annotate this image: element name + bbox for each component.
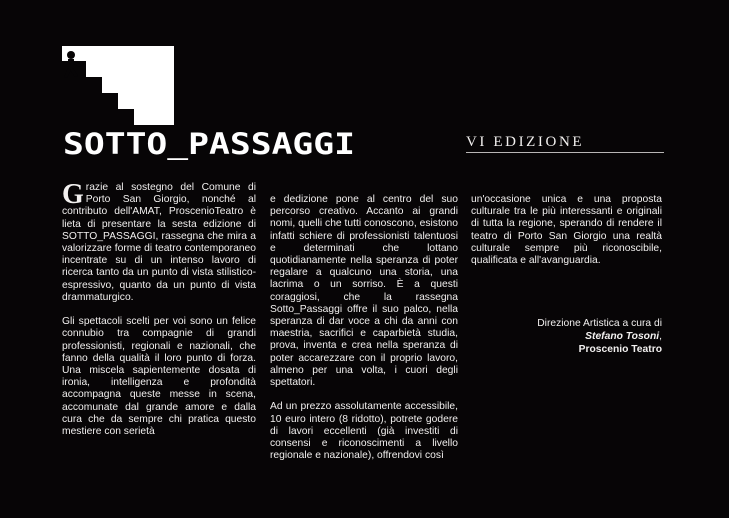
drop-cap: G bbox=[62, 179, 84, 210]
credit-director-name: Stefano Tosoni bbox=[585, 330, 660, 342]
sotto-passaggi-logo bbox=[62, 46, 357, 160]
intro-column bbox=[62, 179, 256, 438]
logo-wordmark: SOTTO_PASSAGGI bbox=[63, 127, 355, 160]
credit-line: Direzione Artistica a cura di bbox=[537, 318, 662, 329]
right-column bbox=[471, 194, 662, 267]
edition-divider bbox=[466, 152, 664, 153]
credit-director-line bbox=[537, 331, 662, 344]
intro-paragraph-2: Gli spettacoli scelti per voi sono un felice connubio tra compagnie di grandi professionisti, regionali e nazionali, che fanno della qualità il loro punto di forza. Una miscela sapientemente dosata di ironia, intelligenza e profondità accompagna queste messe in scena, accomunate dal grande amore e dalla cura che da sempre chi pratica questo mestiere con serietà bbox=[62, 316, 256, 438]
edition-title: VI EDIZIONE bbox=[466, 134, 585, 150]
credit-organization: Proscenio Teatro bbox=[578, 343, 662, 355]
middle-paragraph-1: e dedizione pone al centro del suo percorso creativo. Accanto ai grandi nomi, quelli che tutti conoscono, esistono infatti schiere di professionisti talentuosi e determinati che lottano quotidianamente nella speranza di poter regalare a qualcuno una storia, una lacrima o un sorriso. È a questi coraggiosi, che la rassegna Sotto_Passaggi offre il suo palco, nella speranza di dar voce a chi da anni con maestria, sacrifici e caparbietà studia, prova, inventa e crea nella speranza di poter accarezzare con il proprio lavoro, almeno per una volta, i cuori degli spettatori. bbox=[270, 194, 458, 389]
credit-separator: , bbox=[659, 330, 662, 342]
middle-paragraph-2: Ad un prezzo assolutamente accessibile, 10 euro intero (8 ridotto), potrete godere di lavori eccellenti (già investiti di consensi e riconoscimenti a livello regionale e nazionale), offrendovi così bbox=[270, 401, 458, 462]
artistic-direction-credit bbox=[537, 318, 662, 356]
right-paragraph-1: un'occasione unica e una proposta culturale tra le più interessanti e originali di tutta la regione, sperando di rendere il teatro di Porto San Giorgio una realtà culturale sempre più riconoscibile, qualificata e all'avanguardia. bbox=[471, 194, 662, 267]
middle-column bbox=[270, 194, 458, 462]
intro-paragraph-1-text: razie al sostegno del Comune di Porto San Giorgio, nonché al contributo dell'AMAT, ProscenioTeatro è lieta di presentare la sesta edizione di SOTTO_PASSAGGI, rassegna che mira a valorizzare forme di teatro contemporaneo incentrate su di un intenso lavoro di ricerca tanto da un punto di vista stilistico-espressivo, quanto da un punto di vista drammaturgico. bbox=[62, 182, 256, 303]
intro-paragraph-1 bbox=[62, 179, 256, 304]
